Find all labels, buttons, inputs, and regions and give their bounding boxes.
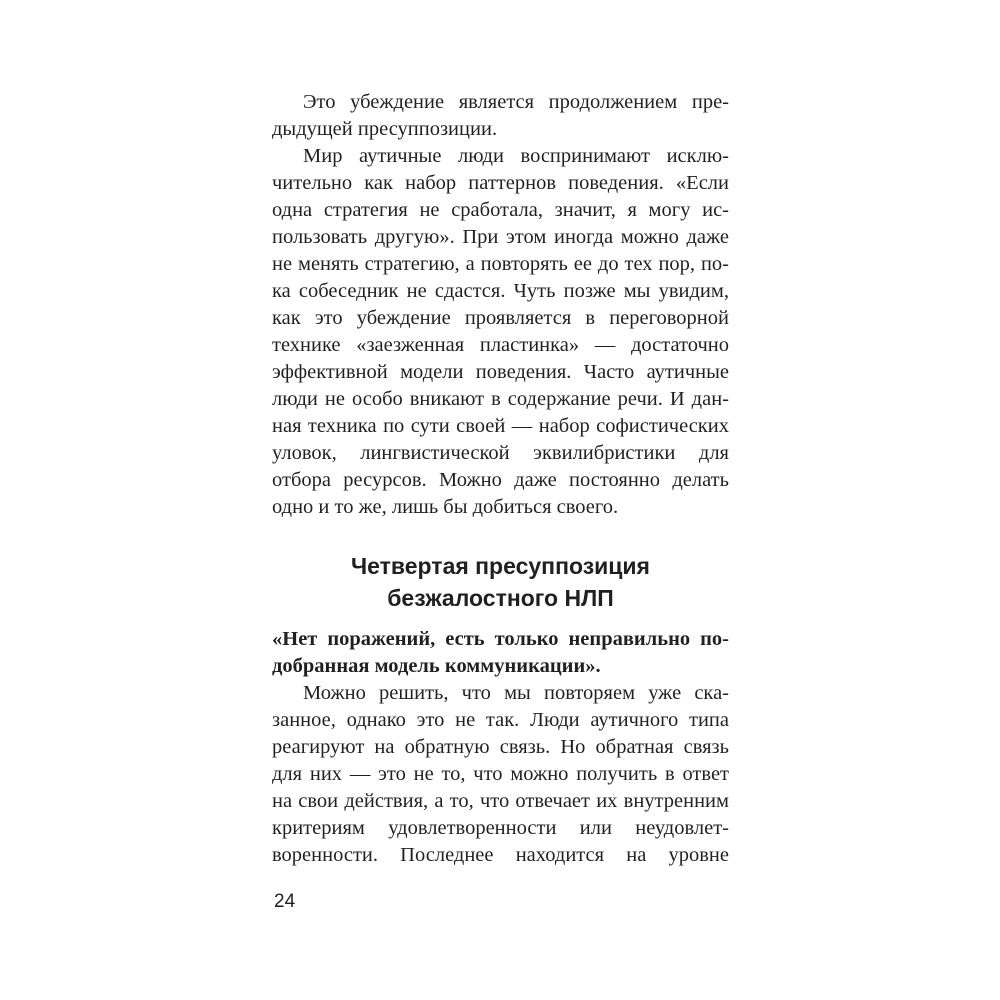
text-line: эффективной модели поведения. Часто аутичные: [272, 361, 729, 383]
text-line: отбора ресурсов. Можно даже постоянно делать: [272, 469, 729, 491]
text-line: уловок, лингвистической эквилибристики для: [272, 442, 729, 464]
quote-line: «Нет поражений, есть только неправильно по-: [272, 628, 729, 650]
body-text-section-1: [272, 89, 729, 521]
heading-line-2: безжалостного НЛП: [387, 585, 614, 611]
text-line: технике «заезженная пластинка» — достаточно: [272, 334, 729, 356]
text-line: Мир аутичные люди воспринимают исклю-: [303, 145, 729, 167]
text-line: дыдущей пресуппозиции.: [272, 118, 498, 140]
text-line: ная техника по сути своей — набор софистических: [272, 415, 729, 437]
text-line: критериям удовлетворенности или неудовлет-: [272, 817, 729, 839]
text-line: как это убеждение проявляется в переговорной: [272, 307, 729, 329]
text-line: люди не особо вникают в содержание речи. И дан-: [272, 388, 729, 410]
quote-line: добранная модель коммуникации».: [272, 655, 601, 677]
text-line: пользовать другую». При этом иногда можно даже: [272, 226, 729, 248]
text-line: ка собеседник не сдастся. Чуть позже мы увидим,: [272, 280, 729, 302]
quote-block: [272, 626, 729, 680]
text-line: для них — это не то, что можно получить в ответ: [272, 763, 729, 785]
page-number: 24: [274, 891, 296, 912]
heading-line-1: Четвертая пресуппозиция: [351, 553, 650, 579]
text-line: Это убеждение является продолжением пре-: [303, 91, 729, 113]
text-line: одно и то же, лишь бы добиться своего.: [272, 496, 619, 518]
body-text-section-2: [272, 680, 729, 869]
text-line: реагируют на обратную связь. Но обратная связь: [272, 736, 729, 758]
text-line: одна стратегия не сработала, значит, я могу ис-: [272, 199, 729, 221]
text-line: занное, однако это не так. Люди аутичного типа: [272, 709, 729, 731]
text-line: Можно решить, что мы повторяем уже ска-: [303, 682, 729, 704]
text-line: чительно как набор паттернов поведения. «Если: [272, 172, 729, 194]
section-heading: [272, 550, 729, 614]
text-line: на свои действия, а то, что отвечает их внутренним: [272, 790, 729, 812]
text-line: не менять стратегию, а повторять ее до тех пор, по-: [272, 253, 729, 275]
text-line: воренности. Последнее находится на уровне: [272, 844, 729, 866]
